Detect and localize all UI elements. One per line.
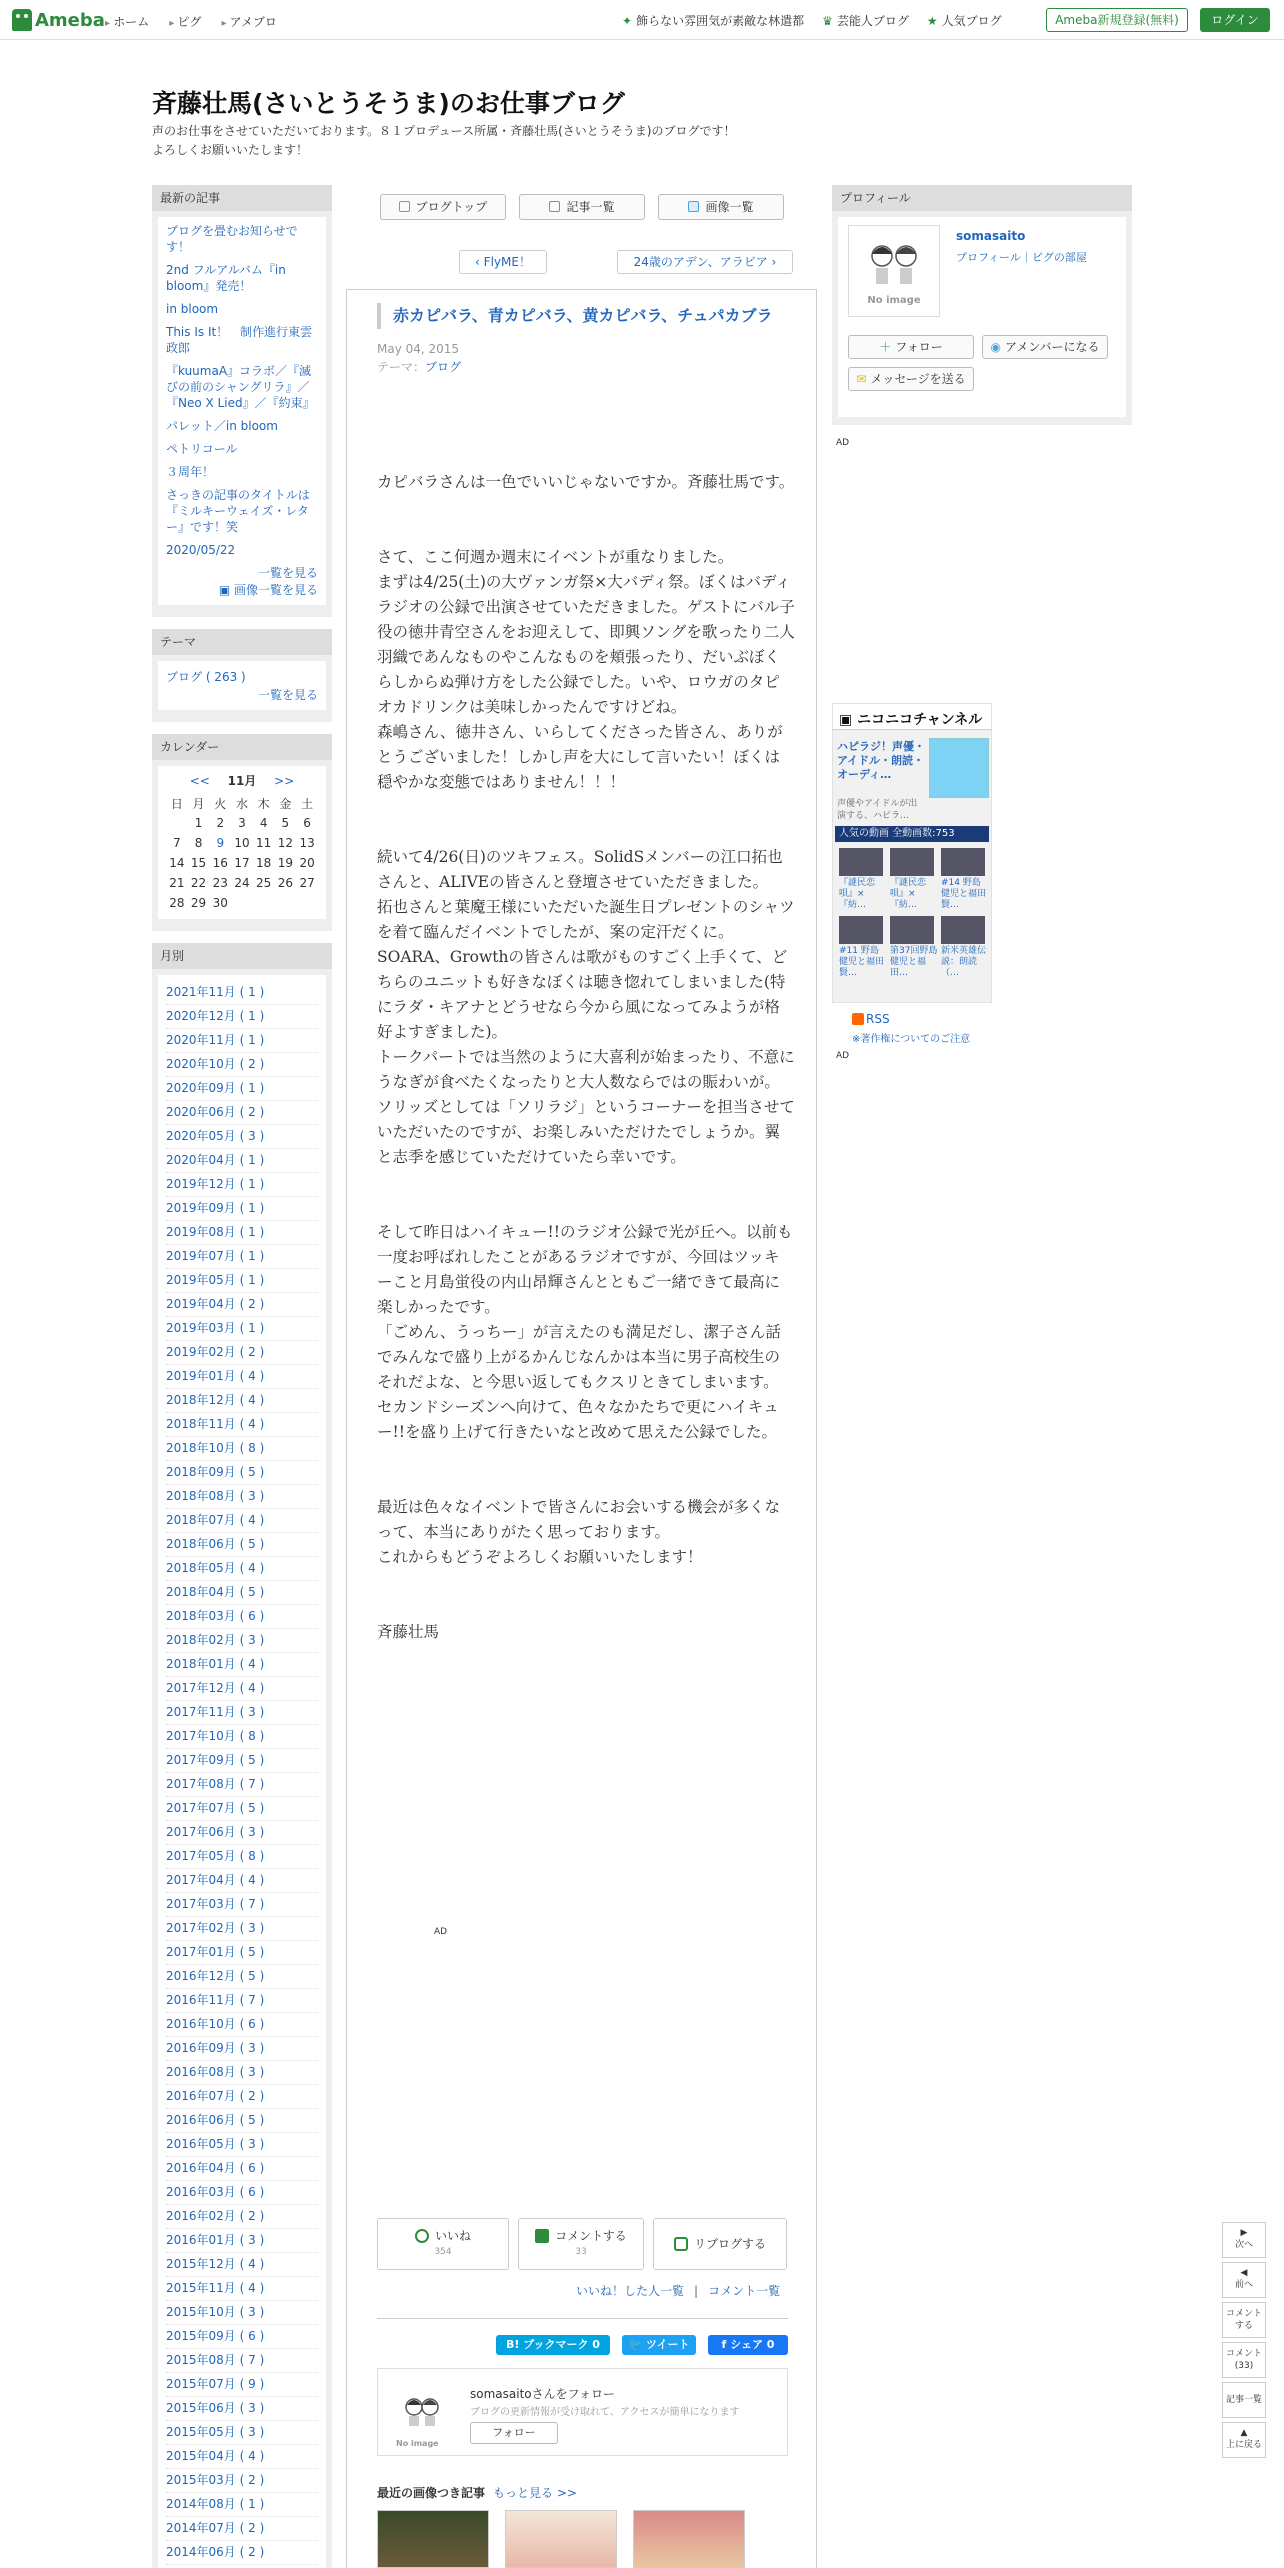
follow-description: ブログの更新情報が受け取れて、アクセスが簡単になります [470, 2407, 740, 2418]
ad-label: AD [836, 1051, 850, 1061]
calendar-prev[interactable]: << [189, 774, 210, 788]
month-archive-link[interactable]: 2017年05月 ( 8 ) [166, 1845, 318, 1869]
calendar-day: 25 [256, 876, 272, 890]
calendar-day [253, 893, 275, 913]
calendar-day: 2 [216, 816, 225, 830]
recent-posts-heading: 最新の記事 [152, 185, 332, 211]
month-archive-link[interactable]: 2015年03月 ( 2 ) [166, 2469, 318, 2493]
month-archive-link[interactable]: 2017年01月 ( 5 ) [166, 1941, 318, 1965]
reaction-links: いいね！した人一覧 | コメント一覧 [576, 2284, 781, 2298]
month-archive-link[interactable]: 2016年02月 ( 2 ) [166, 2205, 318, 2229]
month-archive-link[interactable]: 2014年08月 ( 1 ) [166, 2493, 318, 2517]
no-image-avatar-icon [864, 238, 924, 288]
global-header [0, 0, 1284, 40]
calendar-day: 20 [299, 856, 315, 870]
month-archive-link[interactable]: 2017年12月 ( 4 ) [166, 1677, 318, 1701]
calendar-day: 1 [194, 816, 203, 830]
calendar-day: 8 [194, 836, 203, 850]
calendar-weekday: 月 [192, 796, 205, 811]
recent-post-link[interactable]: さっきの記事のタイトルは『ミルキーウェイズ・レター』です！笑 [166, 488, 310, 534]
register-button[interactable]: Ameba新規登録(無料) [1046, 8, 1188, 32]
month-archive-link[interactable]: 2017年10月 ( 8 ) [166, 1725, 318, 1749]
recent-posts-box [152, 185, 332, 617]
month-archive-link[interactable]: 2017年04月 ( 4 ) [166, 1869, 318, 1893]
calendar-day[interactable]: 9 [216, 836, 225, 850]
envelope-icon: ✉ [856, 372, 867, 386]
theme-box [152, 629, 332, 722]
header-link-featured[interactable]: ✦ 飾らない雰囲気が素敵な林遣都 [622, 14, 805, 28]
month-archive-link[interactable]: 2017年09月 ( 5 ) [166, 1749, 318, 1773]
month-archive-link[interactable]: 2016年05月 ( 3 ) [166, 2133, 318, 2157]
blog-description: 声のお仕事をさせていただいております。８１プロデュース所属・斉藤壮馬(さいとうそうま)のブログです！ よろしくお願いいたします！ [152, 124, 736, 157]
image-list-link[interactable]: ▣ 画像一覧を見る [218, 583, 318, 597]
month-archive-link[interactable]: 2018年12月 ( 4 ) [166, 1389, 318, 1413]
month-archive-link[interactable]: 2018年09月 ( 5 ) [166, 1461, 318, 1485]
star-icon: ★ [926, 14, 938, 28]
calendar-day: 19 [277, 856, 293, 870]
niconico-video-title[interactable]: 新米英雄伝説：朗読（… [941, 946, 987, 978]
niconico-video-thumb[interactable] [941, 848, 985, 876]
article-paragraph: 斉藤壮馬 [377, 1623, 440, 1641]
article-paragraph: さて、ここ何週か週末にイベントが重なりました。 [377, 548, 734, 566]
global-nav [105, 13, 277, 30]
month-archive-link[interactable]: 2016年06月 ( 5 ) [166, 2109, 318, 2133]
month-archive-link[interactable]: 2020年05月 ( 3 ) [166, 1125, 318, 1149]
profile-avatar[interactable]: No image [848, 225, 940, 317]
right-sidebar [832, 185, 1132, 448]
month-archive-link[interactable]: 2018年10月 ( 8 ) [166, 1437, 318, 1461]
month-archive-link[interactable]: 2020年12月 ( 1 ) [166, 1005, 318, 1029]
month-archive-link[interactable]: 2017年07月 ( 5 ) [166, 1797, 318, 1821]
month-archive-link[interactable]: 2015年10月 ( 3 ) [166, 2301, 318, 2325]
month-archive-link[interactable]: 2016年10月 ( 6 ) [166, 2013, 318, 2037]
float-top-button[interactable]: ▲ 上に戻る [1222, 2422, 1266, 2458]
calendar-box [152, 734, 332, 931]
recent-post-link[interactable]: 2020/05/22 [166, 543, 236, 557]
month-archive-link[interactable]: 2019年09月 ( 1 ) [166, 1197, 318, 1221]
divider [377, 2318, 788, 2319]
calendar-day: 4 [259, 816, 268, 830]
month-archive-link[interactable]: 2019年02月 ( 2 ) [166, 1341, 318, 1365]
niconico-channel-desc: 声優やアイドルが出演する、ハピラ… [837, 799, 918, 821]
ameba-logo[interactable]: Ameba [12, 9, 105, 31]
month-archive-link[interactable]: 2016年12月 ( 5 ) [166, 1965, 318, 1989]
article-theme-link[interactable]: ブログ [425, 360, 462, 374]
profile-links[interactable]: プロフィール｜ピグの部屋 [956, 251, 1087, 264]
home-icon [399, 201, 410, 212]
calendar-day [275, 893, 297, 913]
tweet-button[interactable]: 🐦 ツイート [622, 2335, 696, 2355]
niconico-video-thumb[interactable] [839, 916, 883, 944]
month-archive-link[interactable]: 2017年02月 ( 3 ) [166, 1917, 318, 1941]
recent-post-link[interactable]: ブログを畳むお知らせです！ [166, 224, 298, 254]
calendar-weekday: 水 [235, 796, 248, 811]
copyright-link[interactable]: ※著作権についてのご注意 [852, 1034, 971, 1045]
left-sidebar [152, 185, 332, 2568]
recent-image-thumb[interactable] [377, 2510, 489, 2568]
month-archive-link[interactable]: 2015年04月 ( 4 ) [166, 2445, 318, 2469]
facebook-share-button[interactable]: f シェア 0 [708, 2335, 788, 2355]
paragraph-gap [377, 1170, 795, 1220]
float-comment-button[interactable]: コメントする [1222, 2302, 1266, 2338]
recent-post-link[interactable]: 2nd フルアルバム『in bloom』発売！ [166, 263, 286, 293]
calendar-day: 23 [212, 876, 228, 890]
recent-image-posts-heading: 最近の画像つき記事 もっと見る >> [377, 2486, 577, 2500]
niconico-video-title[interactable]: 『謎民恋唄』×『紡… [839, 878, 876, 910]
calendar-day: 3 [238, 816, 246, 830]
month-archive-link[interactable]: 2020年11月 ( 1 ) [166, 1029, 318, 1053]
recent-posts-list [166, 223, 318, 558]
recent-post-link[interactable]: This Is It！ 制作進行東雲政郎 [166, 325, 313, 355]
month-archive-link[interactable]: 2019年05月 ( 1 ) [166, 1269, 318, 1293]
article-paragraph: ソリッズとしては「ソリラジ」というコーナーを担当させていただいたのですが、お楽しみいただけたでしょうか。翼と志季を感じていただけていたら幸いです。 [377, 1098, 795, 1166]
calendar-weekday: 土 [301, 796, 314, 811]
calendar-day: 29 [190, 896, 207, 910]
calendar-weekday: 金 [279, 796, 292, 811]
comment-icon [535, 2229, 549, 2243]
niconico-video-thumb[interactable] [890, 848, 934, 876]
calendar-day: 14 [169, 856, 185, 870]
next-post-button[interactable]: 24歳のアデン、アラビア › [617, 250, 793, 274]
month-archive-link[interactable]: 2017年11月 ( 3 ) [166, 1701, 318, 1725]
niconico-video-thumb[interactable] [890, 916, 934, 944]
crown-icon: ♛ [822, 14, 833, 28]
chevron-right-icon: › [767, 255, 777, 269]
recent-post-link[interactable]: ペトリコール [166, 442, 238, 456]
calendar-heading: カレンダー [152, 734, 332, 760]
float-next-button[interactable]: ▶ 次へ [1222, 2222, 1266, 2258]
like-count: 354 [434, 2247, 452, 2257]
prev-post-button[interactable]: ‹ FlyME！ [459, 250, 547, 274]
comment-count: 33 [575, 2247, 587, 2257]
paragraph-gap [377, 495, 795, 545]
month-archive-link[interactable]: 2019年01月 ( 4 ) [166, 1365, 318, 1389]
recent-post-link[interactable]: ３周年！ [166, 465, 215, 479]
calendar-day: 7 [173, 836, 181, 850]
calendar-day: 15 [190, 856, 207, 870]
liked-users-link[interactable]: いいね！した人一覧 [576, 2284, 685, 2298]
calendar-grid [166, 793, 318, 913]
calendar-day: 5 [281, 816, 290, 830]
month-archive-link[interactable]: 2014年07月 ( 2 ) [166, 2517, 318, 2541]
month-archive-link[interactable]: 2018年05月 ( 4 ) [166, 1557, 318, 1581]
theme-heading: テーマ [152, 629, 332, 655]
month-archive-link[interactable]: 2018年08月 ( 3 ) [166, 1485, 318, 1509]
camera-icon [688, 201, 699, 212]
niconico-video-thumb[interactable] [941, 916, 985, 944]
nav-home[interactable]: ▸ ホーム [105, 13, 149, 30]
month-archive-link[interactable]: 2019年03月 ( 1 ) [166, 1317, 318, 1341]
calendar-month: 11月 [227, 774, 257, 788]
month-archive-link[interactable]: 2020年04月 ( 1 ) [166, 1149, 318, 1173]
article-paragraph: まずは4/25(土)の大ヴァンガ祭×大バディ祭。ぼくはバディラジオの公録で出演させていただきました。ゲストにバル子役の徳井青空さんをお迎えして、即興ソングを歌ったり二人羽織であんなものやこんなものを頬張ったり、だいぶぼくらしからぬ弾け方をした公録でした。いや、ロウガのタピオカドリンクは美味しかったんですけどね。 [377, 573, 795, 716]
ad-label: AD [836, 438, 850, 448]
niconico-video-title[interactable]: #11 野島健児と福田賢… [839, 946, 885, 978]
calendar-day: 28 [169, 896, 185, 910]
profile-heading: プロフィール [832, 185, 1132, 211]
rss-icon [852, 1013, 864, 1025]
calendar-day: 13 [299, 836, 315, 850]
rss-link[interactable]: RSS [852, 1012, 890, 1026]
header-link-popular-blogs[interactable]: ★ 人気ブログ [926, 14, 1002, 28]
month-archive-link[interactable]: 2020年10月 ( 2 ) [166, 1053, 318, 1077]
follow-profile-button[interactable]: ＋ フォロー [848, 335, 974, 359]
header-links [622, 12, 1002, 29]
paragraph-gap [377, 1445, 795, 1495]
send-message-button[interactable]: ✉ メッセージを送る [848, 367, 974, 391]
month-archive-link[interactable]: 2015年06月 ( 3 ) [166, 2397, 318, 2421]
tab-image-list[interactable]: 画像一覧 [658, 194, 784, 220]
article-paragraph: 森嶋さん、徳井さん、いらしてくださった皆さん、ありがとうございました！しかし声を大にして言いたい！ぼくは穏やかな変態ではありません！！！ [377, 723, 783, 791]
month-archive-link[interactable]: 2019年12月 ( 1 ) [166, 1173, 318, 1197]
article-paragraph: SOARA、Growthの皆さんは歌がものすごく上手くて、どちらのユニットも好きなぼくは聴き惚れてしまいました(特にラダ・キアナとどうせなら今から風になってみようが格好よすぎました)。 [377, 948, 788, 1041]
niconico-video-title[interactable]: #14 野島健児と福田賢… [941, 878, 987, 910]
calendar-day: 24 [234, 876, 250, 890]
paragraph-gap [377, 1570, 795, 1620]
tv-icon: ▣ [839, 712, 858, 728]
niconico-widget [832, 703, 992, 1003]
calendar-day: 22 [190, 876, 207, 890]
image-icon: ▣ [218, 583, 234, 597]
monthly-archive-heading: 月別 [152, 943, 332, 969]
float-comments-button[interactable]: コメント(33) [1222, 2342, 1266, 2378]
facebook-icon: f [721, 2338, 731, 2351]
recent-post-link[interactable]: in bloom [166, 302, 219, 316]
calendar-day: 10 [234, 836, 250, 850]
article-theme: テーマ：ブログ [377, 360, 462, 374]
month-archive-link[interactable]: 2018年04月 ( 5 ) [166, 1581, 318, 1605]
blog-tabs [380, 194, 784, 220]
month-archive-link[interactable]: 2015年08月 ( 7 ) [166, 2349, 318, 2373]
month-archive-link[interactable]: 2016年01月 ( 3 ) [166, 2229, 318, 2253]
month-archive-link[interactable]: 2016年09月 ( 3 ) [166, 2037, 318, 2061]
article-paragraph: カピバラさんは一色でいいじゃないですか。斉藤壮馬です。 [377, 473, 795, 491]
comment-list-link[interactable]: コメント一覧 [708, 2284, 781, 2298]
back-icon: ◀ [1240, 2268, 1248, 2278]
paragraph-gap [377, 795, 795, 845]
article-paragraph: そして昨日はハイキュー!!のラジオ公録で光が丘へ。以前も一度お呼ばれしたことがあるラジオですが、今回はツッキーこと月島蛍役の内山昂輝さんとともご一緒できて最高に楽しかったです。 [377, 1223, 793, 1316]
calendar-day [166, 813, 188, 833]
tab-entry-list[interactable]: 記事一覧 [519, 194, 645, 220]
month-archive-link[interactable]: 2018年03月 ( 6 ) [166, 1605, 318, 1629]
article-paragraph: トークパートでは当然のように大喜利が始まったり、不意にうなぎが食べたくなったりと大人数ならではの賑わいが。 [377, 1048, 795, 1091]
blog-title[interactable]: 斉藤壮馬(さいとうそうま)のお仕事ブログ [152, 89, 625, 118]
reblog-icon [674, 2237, 688, 2251]
ameba-logo-icon [12, 9, 32, 31]
month-archive-link[interactable]: 2017年06月 ( 3 ) [166, 1821, 318, 1845]
article-paragraph: セカンドシーズンへ向けて、色々なかたちで更にハイキュー!!を盛り上げて行きたいなと改めて思えた公録でした。 [377, 1398, 779, 1441]
recent-image-thumb[interactable] [633, 2510, 745, 2568]
calendar-day: 27 [299, 876, 315, 890]
calendar-day: 18 [256, 856, 272, 870]
month-archive-link[interactable]: 2015年07月 ( 9 ) [166, 2373, 318, 2397]
theme-more-link[interactable]: 一覧を見る [257, 688, 318, 702]
month-archive-link[interactable]: 2020年06月 ( 2 ) [166, 1101, 318, 1125]
niconico-popular-bar: 人気の動画 全動画数:753 [835, 826, 989, 842]
follow-title: somasaitoさんをフォロー [470, 2387, 616, 2401]
month-archive-link[interactable]: 2021年11月 ( 1 ) [166, 981, 318, 1005]
article-paragraph: 最近は色々なイベントで皆さんにお会いする機会が多くなって、本当にありがたく思っております。 [377, 1498, 781, 1541]
calendar-weekday: 日 [170, 796, 183, 811]
recent-posts-more-link[interactable]: 一覧を見る [257, 566, 318, 580]
month-archive-link[interactable]: 2018年06月 ( 5 ) [166, 1533, 318, 1557]
month-archive-link[interactable]: 2017年03月 ( 7 ) [166, 1893, 318, 1917]
article-body [377, 470, 795, 1645]
smile-icon [415, 2229, 429, 2243]
calendar-day: 12 [277, 836, 293, 850]
calendar-next[interactable]: >> [274, 774, 295, 788]
float-entry-list-button[interactable]: 記事一覧 [1222, 2382, 1266, 2418]
month-archive-link[interactable]: 2015年05月 ( 3 ) [166, 2421, 318, 2445]
follow-button[interactable]: フォロー [470, 2422, 558, 2444]
niconico-video-thumb[interactable] [839, 848, 883, 876]
month-archive-link[interactable]: 2018年11月 ( 4 ) [166, 1413, 318, 1437]
month-archive-link[interactable]: 2018年01月 ( 4 ) [166, 1653, 318, 1677]
profile-box [832, 185, 1132, 425]
month-archive-link[interactable]: 2017年08月 ( 7 ) [166, 1773, 318, 1797]
article-paragraph: 続いて4/26(日)のツキフェス。SolidSメンバーの江口拓也さんと、ALIVEの皆さんと登壇させていただきました。 [377, 848, 783, 891]
list-icon [549, 201, 560, 212]
calendar-day: 26 [277, 876, 293, 890]
recent-post-link[interactable]: パレット／in bloom [166, 419, 278, 433]
calendar-weekday: 木 [257, 796, 270, 811]
float-prev-button[interactable]: ◀ 前へ [1222, 2262, 1266, 2298]
month-archive-link[interactable]: 2020年09月 ( 1 ) [166, 1077, 318, 1101]
calendar-day [296, 893, 318, 913]
twitter-icon: 🐦 [628, 2338, 647, 2351]
play-icon: ▶ [1240, 2228, 1248, 2238]
reblog-button[interactable]: リブログする [653, 2218, 787, 2270]
calendar-day: 17 [234, 856, 250, 870]
plus-icon: ＋ [879, 340, 892, 354]
login-button[interactable]: ログイン [1200, 8, 1270, 32]
niconico-video-title[interactable]: 第37回野島健児と福田… [890, 946, 938, 978]
niconico-video-title[interactable]: 『謎民恋唄』×『紡… [890, 878, 927, 910]
article-title[interactable]: 赤カピバラ、青カピバラ、黄カピバラ、チュパカブラ [377, 303, 773, 329]
month-archive-link[interactable]: 2015年11月 ( 4 ) [166, 2277, 318, 2301]
calendar-day: 11 [256, 836, 272, 850]
recent-image-thumb[interactable] [505, 2510, 617, 2568]
comment-button[interactable]: コメントする 33 [518, 2218, 644, 2270]
month-archive-link[interactable]: 2015年12月 ( 4 ) [166, 2253, 318, 2277]
month-archive-link[interactable]: 2015年09月 ( 6 ) [166, 2325, 318, 2349]
header-link-celebrity-blogs[interactable]: ♛ 芸能人ブログ [822, 14, 909, 28]
member-icon: ◉ [990, 340, 1002, 354]
month-archive-link[interactable]: 2018年07月 ( 4 ) [166, 1509, 318, 1533]
month-archive-link[interactable]: 2016年11月 ( 7 ) [166, 1989, 318, 2013]
theme-item-blog[interactable]: ブログ ( 263 ) [166, 670, 246, 684]
recent-post-link[interactable]: 『kuumaA』コラボ／『滅びの前のシャングリラ』／『Neo X Lied』／『約束』 [166, 364, 315, 410]
sparkle-icon: ✦ [622, 14, 633, 28]
profile-name[interactable]: somasaito [956, 229, 1026, 243]
month-archive-link[interactable]: 2016年04月 ( 6 ) [166, 2157, 318, 2181]
article-date: May 04, 2015 [377, 342, 460, 356]
article-paragraph: 「ごめん、うっちー」が言えたのも満足だし、潔子さん話でみんなで盛り上がるかんじなんかは本当に男子高校生のそれだよな、と今思い返してもクスリときてしまいます。 [377, 1323, 781, 1391]
calendar-day [231, 893, 253, 913]
month-archive-link[interactable]: 2014年06月 ( 2 ) [166, 2541, 318, 2565]
month-archive-link[interactable]: 2018年02月 ( 3 ) [166, 1629, 318, 1653]
no-image-avatar-icon [398, 2389, 446, 2437]
calendar-weekday: 火 [214, 796, 227, 811]
amember-button[interactable]: ◉ アメンバーになる [982, 335, 1108, 359]
niconico-header[interactable]: ▣ ニコニコチャンネル [833, 704, 991, 730]
calendar-month-nav [166, 772, 318, 789]
chevron-left-icon: ‹ [475, 255, 484, 269]
calendar-day: 16 [212, 856, 228, 870]
ad-label: AD [434, 1927, 448, 1937]
tab-blog-top[interactable]: ブログトップ [380, 194, 506, 220]
calendar-day: 21 [169, 876, 185, 890]
article-paragraph: これからもどうぞよろしくお願いいたします！ [377, 1548, 703, 1566]
recent-image-posts-more[interactable]: もっと見る >> [493, 2486, 577, 2500]
nav-pigg[interactable]: ▸ ピグ [169, 13, 201, 30]
month-archive-link[interactable]: 2019年07月 ( 1 ) [166, 1245, 318, 1269]
month-archive-link[interactable]: 2016年08月 ( 3 ) [166, 2061, 318, 2085]
month-archive-link[interactable]: 2016年07月 ( 2 ) [166, 2085, 318, 2109]
nav-ameblo[interactable]: ▸ アメブロ [221, 13, 276, 30]
month-archive-link[interactable]: 2019年04月 ( 2 ) [166, 1293, 318, 1317]
like-button[interactable]: いいね 354 [377, 2218, 509, 2270]
monthly-archive-list [166, 981, 318, 2565]
month-archive-link[interactable]: 2019年08月 ( 1 ) [166, 1221, 318, 1245]
monthly-archive-box [152, 943, 332, 2568]
follow-box: No image somasaitoさんをフォロー ブログの更新情報が受け取れて、アクセスが簡単になります フォロー [377, 2368, 788, 2456]
arrow-up-icon: ▲ [1240, 2428, 1248, 2438]
article-paragraph: 拓也さんと葉魔王様にいただいた誕生日プレゼントのシャツを着て臨んだイベントでしたが、案の定汗だくに。 [377, 898, 795, 941]
month-archive-link[interactable]: 2016年03月 ( 6 ) [166, 2181, 318, 2205]
niconico-channel-image[interactable] [929, 738, 989, 798]
niconico-channel-title[interactable]: ハピラジ！声優・アイドル・朗読・オーディ… [837, 740, 925, 781]
calendar-day: 6 [303, 816, 311, 830]
calendar-day: 30 [212, 896, 228, 910]
hatena-bookmark-button[interactable]: B! ブックマーク 0 [496, 2335, 610, 2355]
